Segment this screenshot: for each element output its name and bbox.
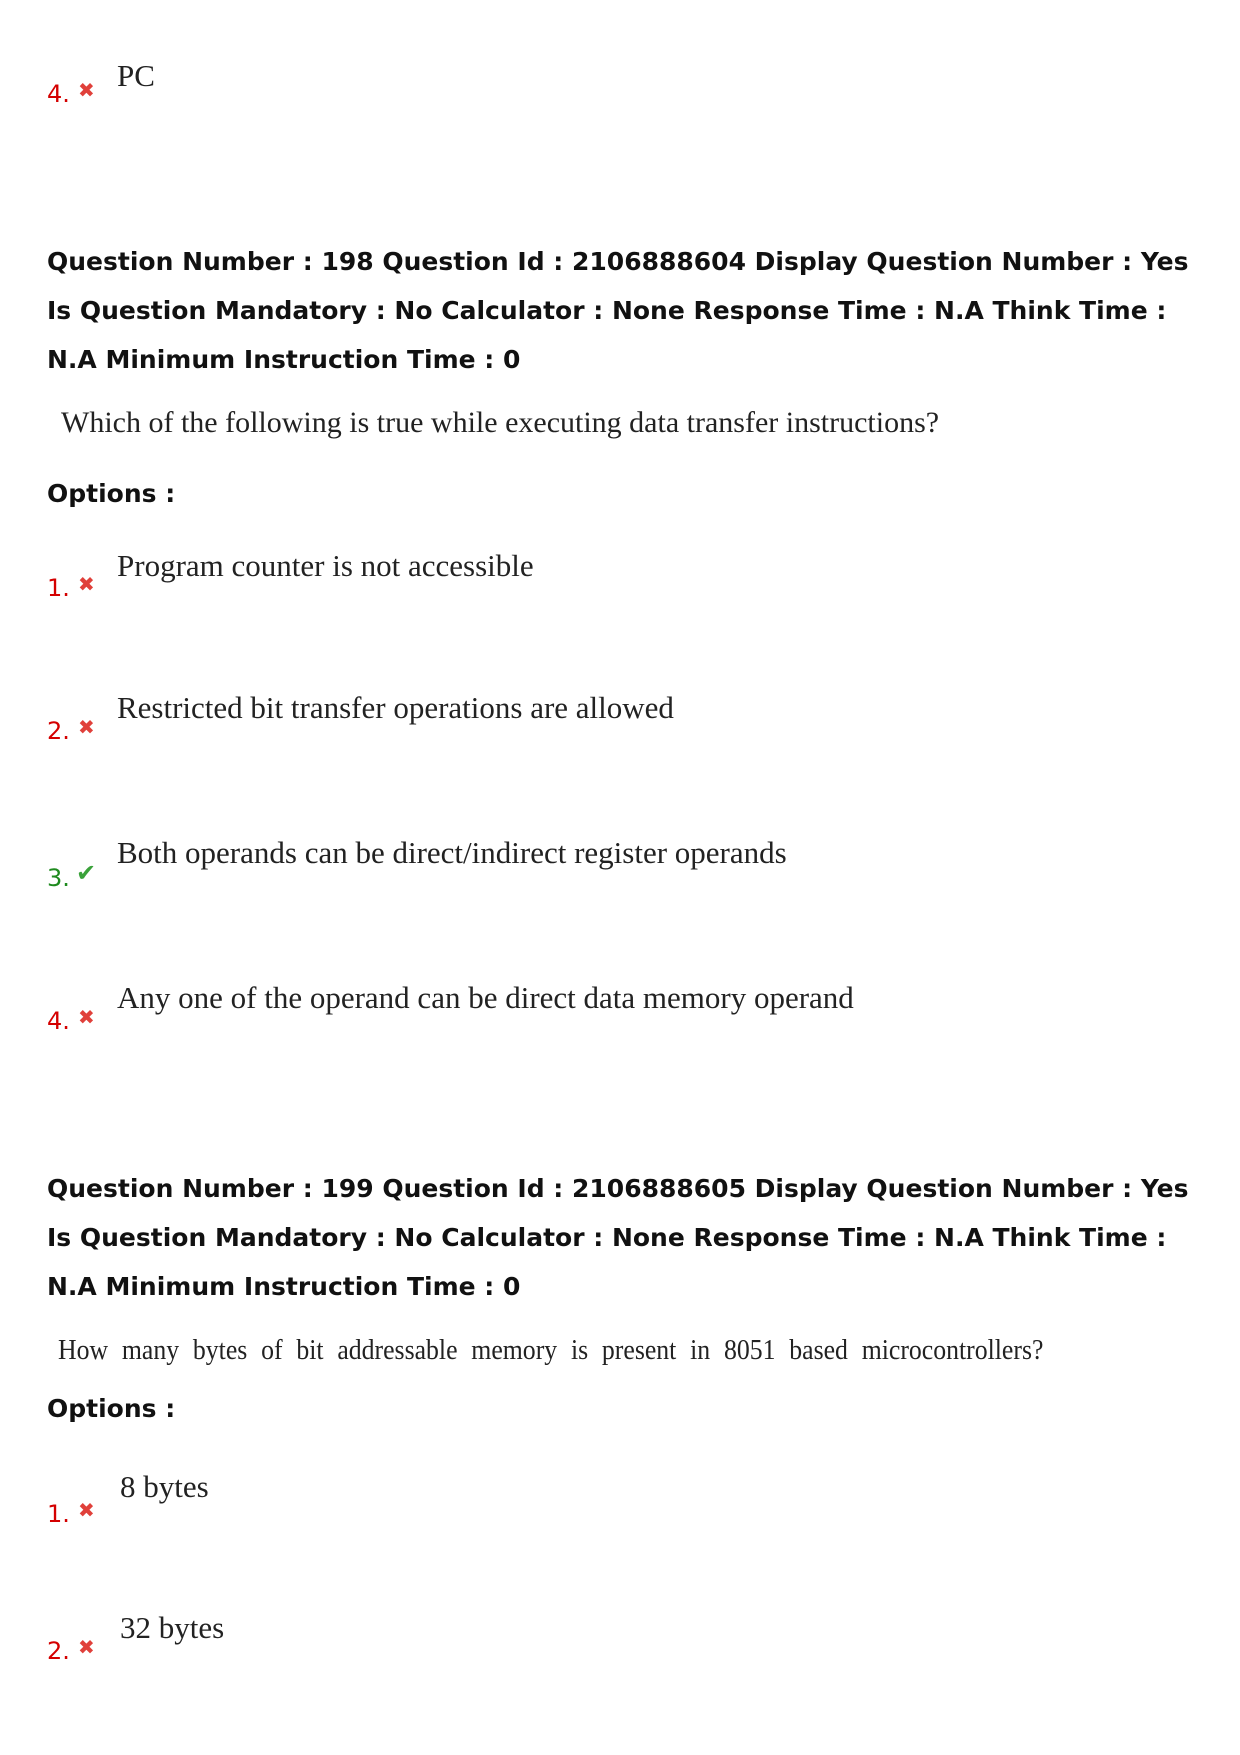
option-number: 4. [47,1007,70,1035]
option-text: 8 bytes [120,1469,209,1504]
question-text: How many bytes of bit addressable memory is present in 8051 based microcontrollers? [58,1335,1044,1366]
option-text: 32 bytes [120,1610,225,1645]
option-number: 3. [47,864,70,892]
incorrect-mark-icon: ✖ [78,1498,95,1522]
option-text: PC [117,58,155,93]
option-text: Any one of the operand can be direct data memory operand [117,980,854,1015]
option-text: Both operands can be direct/indirect register operands [117,835,787,870]
question-header: Question Number : 198 Question Id : 2106888604 Display Question Number : Yes Is Question Mandatory : No Calculator : None Response Time : N.A Think Time : N.A Minimum Instruction Time : 0 [47,247,1189,374]
option-number: 2. [47,1637,70,1665]
correct-check-icon: ✔ [76,859,97,887]
option-number: 4. [47,80,70,108]
incorrect-mark-icon: ✖ [78,715,95,739]
question-text: Which of the following is true while executing data transfer instructions? [61,406,940,439]
option-text: Restricted bit transfer operations are allowed [117,690,674,725]
option-number: 1. [47,1500,70,1528]
options-label: Options : [47,1394,176,1423]
incorrect-mark-icon: ✖ [78,1005,95,1029]
incorrect-mark-icon: ✖ [78,1635,95,1659]
incorrect-mark-icon: ✖ [78,572,95,596]
options-label: Options : [47,479,176,508]
option-number: 1. [47,574,70,602]
question-header: Question Number : 199 Question Id : 2106888605 Display Question Number : Yes Is Question Mandatory : No Calculator : None Response Time : N.A Think Time : N.A Minimum Instruction Time : 0 [47,1174,1189,1301]
option-text: Program counter is not accessible [117,548,534,583]
incorrect-mark-icon: ✖ [78,78,95,102]
option-number: 2. [47,717,70,745]
